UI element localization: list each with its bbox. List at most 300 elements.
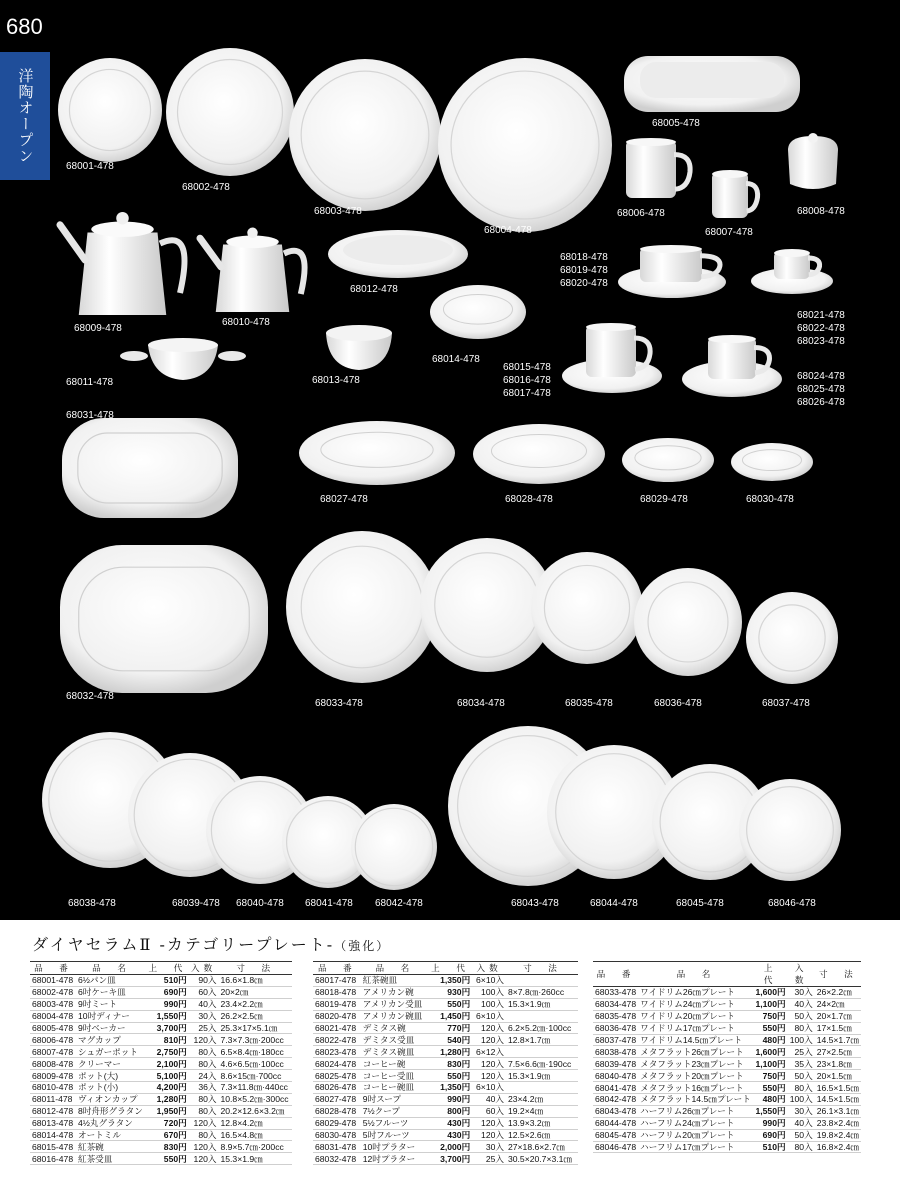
dimensions: 27×18.6×2.7㎝ [506, 1141, 578, 1153]
price: 2,000円 [428, 1141, 472, 1153]
item-name: ヴィオンカップ [76, 1093, 146, 1105]
table-row [30, 1093, 292, 1105]
table-header-row [313, 962, 578, 975]
round-gratin-rim [326, 325, 392, 341]
column-header: 品 番 [593, 962, 638, 987]
item-label: 68046-478 [768, 898, 816, 909]
table-row [313, 986, 578, 998]
quantity: 80入 [189, 1046, 219, 1058]
quantity: 6×12入 [472, 1046, 506, 1058]
item-code: 68040-478 [595, 1070, 637, 1081]
item-label: 68016-478 [503, 375, 551, 386]
dimensions: 26.1×3.1㎝ [815, 1105, 861, 1117]
item-label: 68021-478 [797, 310, 845, 321]
table-row [593, 1117, 861, 1129]
table-row [30, 1117, 292, 1129]
table-row [30, 1153, 292, 1165]
item-name: メタフラット26㎝プレート [638, 1046, 753, 1058]
item-label: 68010-478 [222, 317, 270, 328]
item-code: 68010-478 [30, 1082, 76, 1094]
quantity: 120入 [189, 1034, 219, 1046]
item-name: 9吋ベーカー [76, 1022, 146, 1034]
quantity: 25入 [189, 1022, 219, 1034]
price-table-1 [30, 961, 292, 1165]
quantity: 120入 [189, 1117, 219, 1129]
item-code: 68045-478 [595, 1130, 637, 1141]
sugar-knob [808, 133, 818, 143]
dimensions: 20.2×12.6×3.2㎝ [218, 1105, 292, 1117]
table-row [313, 1070, 578, 1082]
price-table-3 [593, 961, 861, 1153]
item-name: 6吋ケーキ皿 [76, 986, 146, 998]
column-header: 寸 法 [506, 962, 578, 975]
dimensions: 30.5×20.7×3.1㎝ [506, 1153, 578, 1165]
item-label: 68032-478 [66, 691, 114, 702]
pot-knob [247, 228, 258, 239]
dimensions: 20×1.5㎝ [815, 1070, 861, 1082]
dimensions: 15.3×1.9㎝ [218, 1153, 292, 1165]
item-name: デミタス碗皿 [361, 1046, 428, 1058]
quantity: 120入 [472, 1022, 506, 1034]
item-code: 68034-478 [595, 999, 637, 1010]
item-label: 68029-478 [640, 494, 688, 505]
dimensions [506, 1082, 578, 1094]
item-label: 68031-478 [66, 410, 114, 421]
item-name: ポット(小) [76, 1082, 146, 1094]
item-label: 68030-478 [746, 494, 794, 505]
item-code: 68006-478 [30, 1034, 76, 1046]
table-row [593, 1094, 861, 1106]
item-label: 68012-478 [350, 284, 398, 295]
category-tab: 洋陶オープン [0, 52, 50, 180]
cup-rim [626, 138, 676, 146]
column-header: 寸 法 [815, 962, 861, 987]
table-row [593, 1141, 861, 1153]
dimensions: 19.8×2.4㎝ [815, 1129, 861, 1141]
soup-cup-rim [148, 338, 218, 352]
quantity: 120入 [472, 1117, 506, 1129]
item-name: メタフラット14.5㎝プレート [640, 1094, 751, 1105]
cup-body [586, 325, 636, 377]
item-code: 68037-478 [595, 1035, 637, 1045]
price: 990円 [428, 1093, 472, 1105]
column-header: 上 代 [146, 962, 189, 975]
item-name: 5吋フルーツ [361, 1129, 428, 1141]
item-label: 68007-478 [705, 227, 753, 238]
item-label: 68038-478 [68, 898, 116, 909]
table-row [593, 1034, 861, 1046]
item-name: 紅茶碗皿 [361, 975, 428, 987]
quantity: 36入 [189, 1082, 219, 1094]
table-row [30, 986, 292, 998]
dimensions [506, 1010, 578, 1022]
column-header: 品 名 [76, 962, 146, 975]
dimensions: 8.6×15㎝·700cc [218, 1070, 292, 1082]
dimensions: 10.8×5.2㎝·300cc [218, 1093, 292, 1105]
quantity: 40入 [788, 998, 815, 1010]
price: 3,700円 [146, 1022, 189, 1034]
table-row [30, 1105, 292, 1117]
dimensions: 25.3×17×5.1㎝ [218, 1022, 292, 1034]
price: 550円 [753, 1022, 788, 1034]
item-code: 68008-478 [30, 1058, 76, 1070]
item-code: 68012-478 [30, 1105, 76, 1117]
item-label: 68039-478 [172, 898, 220, 909]
table-row [313, 1153, 578, 1165]
dimensions: 4.6×6.5㎝·100cc [218, 1058, 292, 1070]
table-row [30, 1082, 292, 1094]
dimensions: 23.4×2.2㎝ [218, 998, 292, 1010]
dimensions: 24×2㎝ [815, 998, 861, 1010]
item-name: アメリカン碗皿 [361, 1010, 428, 1022]
baker-inside [640, 62, 784, 98]
table-row [313, 1058, 578, 1070]
dimensions: 12.8×1.7㎝ [506, 1034, 578, 1046]
item-code: 68031-478 [313, 1141, 361, 1153]
item-label: 68020-478 [560, 278, 608, 289]
table-row [313, 1082, 578, 1094]
price: 510円 [146, 975, 189, 987]
item-label: 68003-478 [314, 206, 362, 217]
item-code: 68016-478 [30, 1153, 76, 1165]
table-row [313, 975, 578, 987]
price: 4,200円 [146, 1082, 189, 1094]
quantity: 25入 [788, 1046, 815, 1058]
dimensions: 6.5×8.4㎝·180cc [218, 1046, 292, 1058]
table-row [313, 1141, 578, 1153]
item-name: 6½パン皿 [76, 975, 146, 987]
item-name: ワイドリム14.5㎝プレート [638, 1034, 753, 1046]
table-row [313, 1010, 578, 1022]
quantity: 50入 [788, 1129, 815, 1141]
price: 550円 [428, 1070, 472, 1082]
quantity: 80入 [788, 1082, 815, 1094]
table-row [313, 1034, 578, 1046]
quantity: 50入 [788, 1070, 815, 1082]
quantity: 30入 [788, 987, 815, 999]
item-name: コーヒー受皿 [361, 1070, 428, 1082]
item-name: クリーマー [76, 1058, 146, 1070]
title-main: ダイヤセラムⅡ -カテゴリープレート- [32, 935, 335, 954]
table-row [313, 998, 578, 1010]
item-name: アメリカン受皿 [361, 998, 428, 1010]
table-row [30, 975, 292, 987]
item-code: 68004-478 [30, 1010, 76, 1022]
item-code: 68011-478 [30, 1093, 76, 1105]
round-plate [166, 48, 294, 176]
dimensions: 16.6×1.8㎝ [218, 975, 292, 987]
cup-handle [674, 155, 690, 190]
item-code: 68022-478 [313, 1034, 361, 1046]
dimensions: 27×2.5㎝ [815, 1046, 861, 1058]
soup-cup-ear [120, 351, 148, 361]
item-label: 68015-478 [503, 362, 551, 373]
price: 830円 [428, 1058, 472, 1070]
item-label: 68043-478 [511, 898, 559, 909]
table-row [313, 1117, 578, 1129]
price: 5,100円 [146, 1070, 189, 1082]
item-name: ワイドリム17㎝プレート [638, 1022, 753, 1034]
price: 1,100円 [753, 1058, 788, 1070]
quantity: 40入 [472, 1093, 506, 1105]
price: 1,550円 [753, 1105, 788, 1117]
item-code: 68030-478 [313, 1129, 361, 1141]
item-code: 68027-478 [313, 1093, 361, 1105]
price: 830円 [146, 1141, 189, 1153]
dimensions: 23×4.2㎝ [506, 1093, 578, 1105]
item-name: ハーフリム17㎝プレート [638, 1141, 753, 1153]
table-row [593, 1082, 861, 1094]
price: 550円 [146, 1153, 189, 1165]
item-name: コーヒー碗 [361, 1058, 428, 1070]
price: 1,550円 [146, 1010, 189, 1022]
item-name: ワイドリム26㎝プレート [638, 987, 753, 999]
price: 930円 [428, 986, 472, 998]
item-label: 68026-478 [797, 397, 845, 408]
item-label: 68002-478 [182, 182, 230, 193]
table-row [30, 1070, 292, 1082]
round-plate [739, 779, 841, 881]
dimensions: 16.8×2.4㎝ [815, 1141, 861, 1153]
table-header-row [593, 962, 861, 987]
price: 690円 [753, 1129, 788, 1141]
item-label: 68018-478 [560, 252, 608, 263]
item-label: 68040-478 [236, 898, 284, 909]
item-code: 68043-478 [595, 1106, 637, 1117]
price: 540円 [428, 1034, 472, 1046]
quantity: 6×10入 [472, 1082, 506, 1094]
dimensions: 20×1.7㎝ [815, 1010, 861, 1022]
dimensions: 7.3×11.8㎝·440cc [218, 1082, 292, 1094]
quantity: 120入 [472, 1058, 506, 1070]
table-row [30, 1010, 292, 1022]
item-code: 68044-478 [595, 1118, 637, 1129]
quantity: 100入 [472, 986, 506, 998]
table-row [30, 998, 292, 1010]
item-name: 8吋舟形グラタン [76, 1105, 146, 1117]
dimensions: 20×2㎝ [218, 986, 292, 998]
item-name: シュガーポット [76, 1046, 146, 1058]
item-name: 紅茶碗 [76, 1141, 146, 1153]
dimensions: 17×1.5㎝ [815, 1022, 861, 1034]
table-row [313, 1093, 578, 1105]
item-name: ワイドリム24㎝プレート [638, 998, 753, 1010]
item-name: ハーフリム20㎝プレート [638, 1129, 753, 1141]
soup-cup-ear [218, 351, 246, 361]
item-label: 68036-478 [654, 698, 702, 709]
item-name: 10吋プラター [361, 1141, 428, 1153]
price: 550円 [753, 1082, 788, 1094]
quantity: 80入 [189, 1093, 219, 1105]
item-name: 5½フルーツ [361, 1117, 428, 1129]
item-label: 68011-478 [66, 377, 114, 388]
round-plate [438, 58, 612, 232]
item-name: デミタス碗 [361, 1022, 428, 1034]
quantity: 120入 [472, 1034, 506, 1046]
item-code: 68025-478 [313, 1070, 361, 1082]
bowl [299, 421, 455, 485]
round-plate [351, 804, 437, 890]
price: 1,950円 [146, 1105, 189, 1117]
item-name: ハーフリム26㎝プレート [638, 1105, 753, 1117]
quantity: 90入 [189, 975, 219, 987]
item-name: 9吋ミート [76, 998, 146, 1010]
item-name: ハーフリム24㎝プレート [638, 1117, 753, 1129]
price: 1,600円 [753, 1046, 788, 1058]
dimensions: 16.5×1.5㎝ [815, 1082, 861, 1094]
quantity: 40入 [189, 998, 219, 1010]
table-row [593, 1022, 861, 1034]
item-label: 68013-478 [312, 375, 360, 386]
item-code: 68039-478 [595, 1058, 637, 1069]
round-plate [286, 531, 438, 683]
item-label: 68009-478 [74, 323, 122, 334]
quantity: 24入 [189, 1070, 219, 1082]
item-label: 68006-478 [617, 208, 665, 219]
pot-knob [116, 212, 129, 225]
dimensions: 7.3×7.3㎝·200cc [218, 1034, 292, 1046]
price: 1,600円 [753, 987, 788, 999]
bowl [473, 424, 605, 484]
cup-body [626, 140, 676, 198]
column-header: 上 代 [428, 962, 472, 975]
item-label: 68004-478 [484, 225, 532, 236]
dimensions: 12.5×2.6㎝ [506, 1129, 578, 1141]
item-code: 68021-478 [313, 1022, 361, 1034]
item-code: 68041-478 [595, 1082, 637, 1093]
item-code: 68003-478 [30, 998, 76, 1010]
gratin-inside [343, 235, 453, 265]
item-name: アメリカン碗 [361, 986, 428, 998]
item-label: 68005-478 [652, 118, 700, 129]
column-header: 入数 [189, 962, 219, 975]
item-label: 68042-478 [375, 898, 423, 909]
item-label: 68027-478 [320, 494, 368, 505]
pot-spout [200, 238, 221, 267]
pot-handle [160, 240, 185, 293]
quantity: 80入 [189, 1105, 219, 1117]
column-header: 上 代 [753, 962, 788, 987]
table-row [30, 1129, 292, 1141]
item-label: 68034-478 [457, 698, 505, 709]
item-code: 68024-478 [313, 1058, 361, 1070]
item-name: メタフラット16㎝プレート [638, 1082, 753, 1094]
table-row [593, 987, 861, 999]
price: 2,750円 [146, 1046, 189, 1058]
cup-body [708, 337, 756, 379]
item-name: ワイドリム20㎝プレート [638, 1010, 753, 1022]
table-header-row [30, 962, 292, 975]
item-label: 68024-478 [797, 371, 845, 382]
page-number: 680 [6, 14, 43, 39]
catalog-title [32, 932, 390, 955]
quantity: 30入 [472, 1141, 506, 1153]
cup-rim [586, 323, 636, 331]
price: 990円 [753, 1117, 788, 1129]
item-label: 68035-478 [565, 698, 613, 709]
item-label: 68028-478 [505, 494, 553, 505]
item-label: 68044-478 [590, 898, 638, 909]
item-code: 68046-478 [595, 1142, 637, 1153]
item-name: メタフラット20㎝プレート [638, 1070, 753, 1082]
price: 750円 [753, 1010, 788, 1022]
price: 2,100円 [146, 1058, 189, 1070]
price: 670円 [146, 1129, 189, 1141]
price: 1,100円 [753, 998, 788, 1010]
table-row [313, 1105, 578, 1117]
quantity: 120入 [189, 1153, 219, 1165]
price: 480円 [753, 1034, 788, 1046]
column-header: 寸 法 [218, 962, 292, 975]
item-code: 68036-478 [595, 1023, 637, 1034]
item-name: オートミル [76, 1129, 146, 1141]
quantity: 60入 [189, 986, 219, 998]
quantity: 60入 [472, 1105, 506, 1117]
item-label: 68037-478 [762, 698, 810, 709]
item-name: 4½丸グラタン [76, 1117, 146, 1129]
item-code: 68032-478 [313, 1153, 361, 1165]
item-label: 68045-478 [676, 898, 724, 909]
pot-handle [284, 251, 305, 294]
dimensions: 8.9×5.7㎝·200cc [218, 1141, 292, 1153]
item-code: 68029-478 [313, 1117, 361, 1129]
price: 480円 [753, 1094, 788, 1106]
item-name: ポット(大) [76, 1070, 146, 1082]
item-code: 68017-478 [313, 975, 361, 987]
dimensions: 8×7.8㎝·260cc [506, 986, 578, 998]
column-header: 入数 [788, 962, 815, 987]
dimensions: 14.5×1.7㎝ [815, 1034, 861, 1046]
item-code: 68007-478 [30, 1046, 76, 1058]
quantity: 50入 [788, 1010, 815, 1022]
price: 720円 [146, 1117, 189, 1129]
item-code: 68038-478 [595, 1046, 637, 1057]
column-header: 入数 [472, 962, 506, 975]
dimensions [506, 975, 578, 987]
item-name: メタフラット23㎝プレート [638, 1058, 753, 1070]
table-row [30, 1034, 292, 1046]
quantity: 40入 [788, 1117, 815, 1129]
price: 1,350円 [428, 975, 472, 987]
dimensions: 19.2×4㎝ [506, 1105, 578, 1117]
quantity: 100入 [788, 1034, 815, 1046]
table-row [593, 1046, 861, 1058]
price: 430円 [428, 1117, 472, 1129]
table-row [30, 1022, 292, 1034]
quantity: 80入 [788, 1141, 815, 1153]
item-code: 68019-478 [313, 998, 361, 1010]
price: 690円 [146, 986, 189, 998]
quantity: 120入 [472, 1129, 506, 1141]
quantity: 100入 [472, 998, 506, 1010]
table-row [593, 1129, 861, 1141]
item-code: 68009-478 [30, 1070, 76, 1082]
quantity: 100入 [788, 1094, 815, 1106]
round-plate [58, 58, 162, 162]
item-label: 68008-478 [797, 206, 845, 217]
price: 1,450円 [428, 1010, 472, 1022]
price: 800円 [428, 1105, 472, 1117]
item-name: デミタス受皿 [361, 1034, 428, 1046]
item-label: 68033-478 [315, 698, 363, 709]
item-code: 68026-478 [313, 1082, 361, 1094]
cup-rim [712, 170, 748, 178]
item-code: 68033-478 [595, 987, 637, 998]
quantity: 120入 [472, 1070, 506, 1082]
item-label: 68017-478 [503, 388, 551, 399]
quantity: 80入 [189, 1058, 219, 1070]
item-name: マグカップ [76, 1034, 146, 1046]
